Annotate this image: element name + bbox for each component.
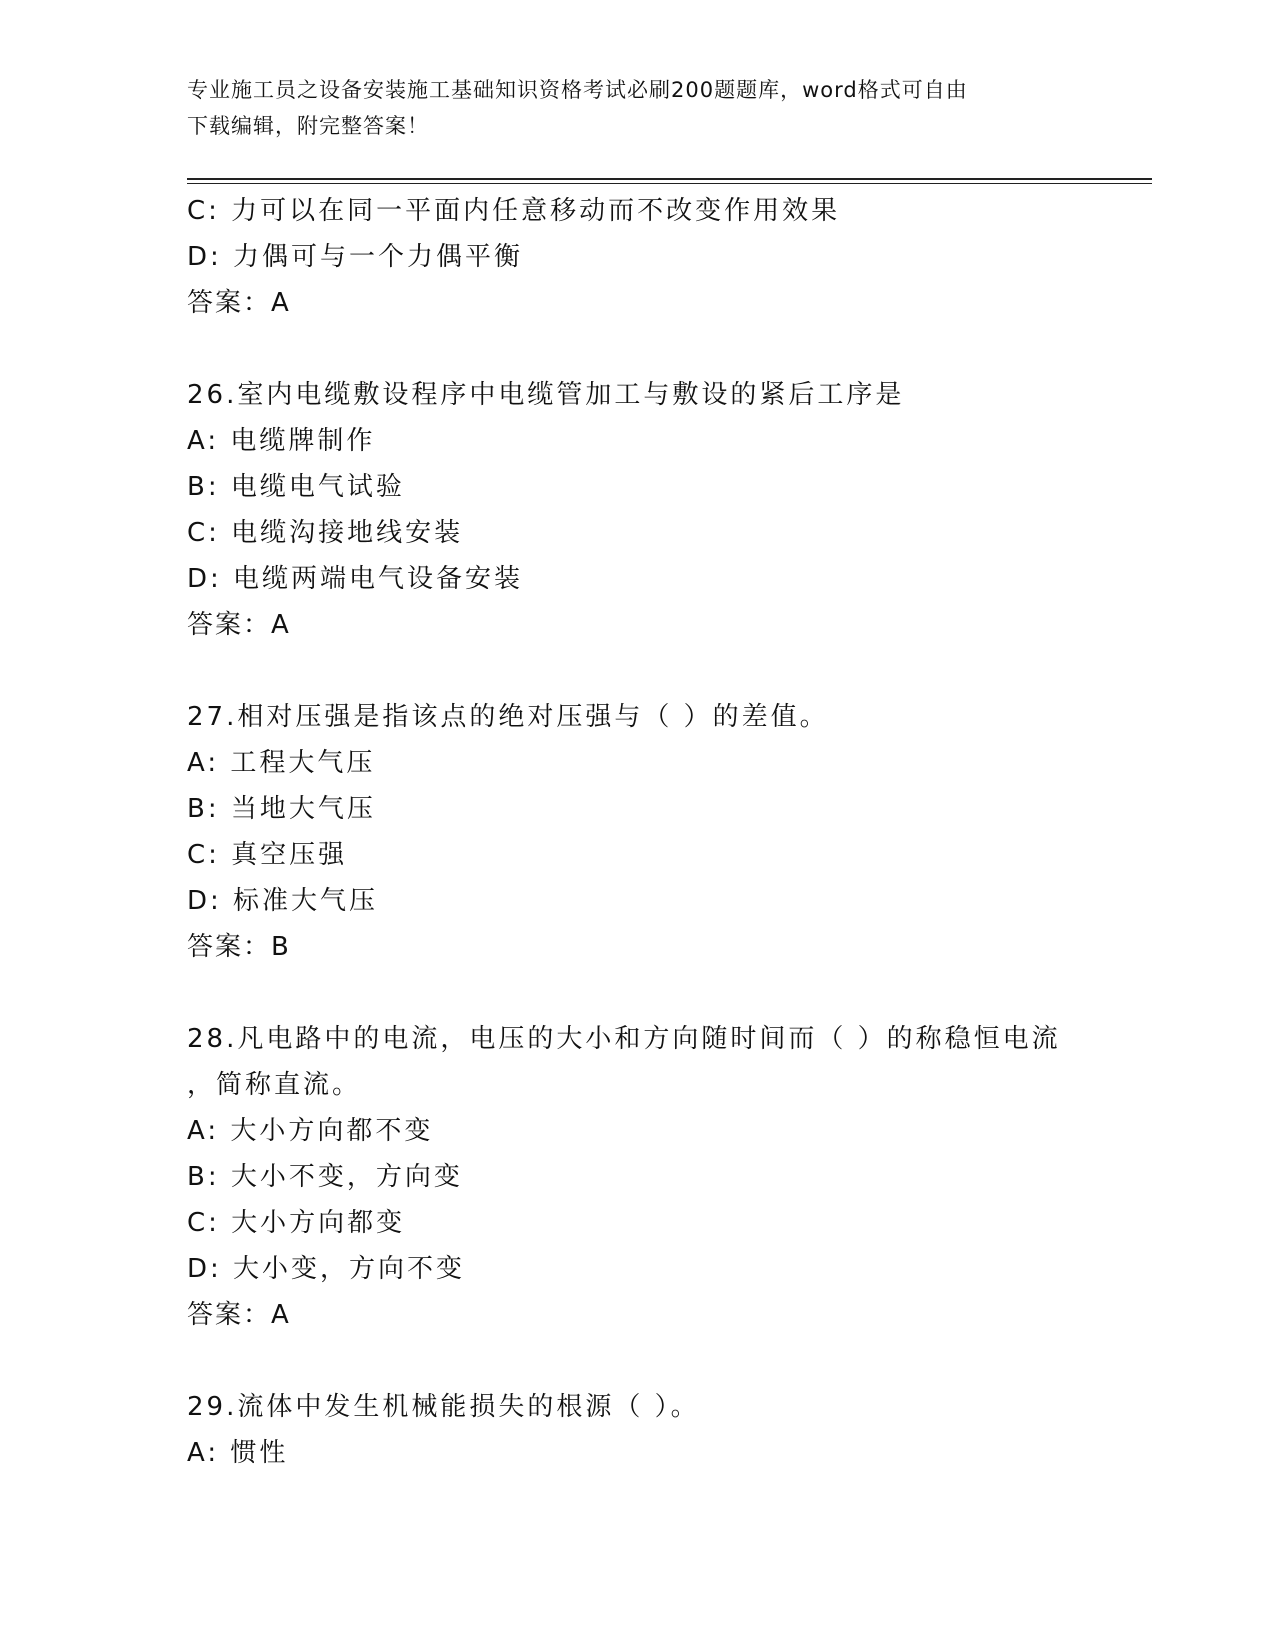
question-29 — [187, 1384, 1087, 1476]
header-divider-thin — [187, 183, 1152, 184]
header-divider-thick — [187, 178, 1152, 180]
question-27 — [187, 694, 1087, 970]
header-line-1: 专业施工员之设备安装施工基础知识资格考试必刷200题题库，word格式可自由 — [187, 78, 968, 102]
question-28 — [187, 1016, 1087, 1338]
answer-line: 答案：A — [187, 1300, 291, 1330]
option-a: A: 工程大气压 — [187, 748, 376, 778]
question-stem: 29.流体中发生机械能损失的根源（ ）。 — [187, 1392, 700, 1422]
option-a: A: 惯性 — [187, 1438, 289, 1468]
question-stem: 27.相对压强是指该点的绝对压强与（ ）的差值。 — [187, 702, 829, 732]
option-d: D: 标准大气压 — [187, 886, 379, 916]
spacer — [187, 1338, 1087, 1384]
question-stem-line-2: ，简称直流。 — [187, 1070, 362, 1100]
option-b: B: 大小不变，方向变 — [187, 1162, 463, 1192]
answer-line: 答案：B — [187, 932, 291, 962]
option-c: C: 力可以在同一平面内任意移动而不改变作用效果 — [187, 196, 841, 226]
option-d: D: 大小变，方向不变 — [187, 1254, 466, 1284]
question-stem: 26.室内电缆敷设程序中电缆管加工与敷设的紧后工序是 — [187, 380, 905, 410]
spacer — [187, 970, 1087, 1016]
option-a: A: 大小方向都不变 — [187, 1116, 434, 1146]
spacer — [187, 648, 1087, 694]
answer-line: 答案：A — [187, 610, 291, 640]
option-c: C: 电缆沟接地线安装 — [187, 518, 464, 548]
question-26 — [187, 372, 1087, 648]
option-b: B: 当地大气压 — [187, 794, 376, 824]
option-a: A: 电缆牌制作 — [187, 426, 376, 456]
option-c: C: 大小方向都变 — [187, 1208, 406, 1238]
document-header — [187, 72, 1067, 144]
question-stem-line-1: 28.凡电路中的电流，电压的大小和方向随时间而（ ）的称稳恒电流 — [187, 1024, 1061, 1054]
answer-line: 答案：A — [187, 288, 291, 318]
question-prev — [187, 188, 1087, 326]
option-d: D: 电缆两端电气设备安装 — [187, 564, 524, 594]
question-list — [187, 188, 1087, 1476]
option-b: B: 电缆电气试验 — [187, 472, 405, 502]
spacer — [187, 326, 1087, 372]
option-c: C: 真空压强 — [187, 840, 348, 870]
option-d: D: 力偶可与一个力偶平衡 — [187, 242, 524, 272]
header-line-2: 下载编辑，附完整答案！ — [187, 114, 429, 138]
